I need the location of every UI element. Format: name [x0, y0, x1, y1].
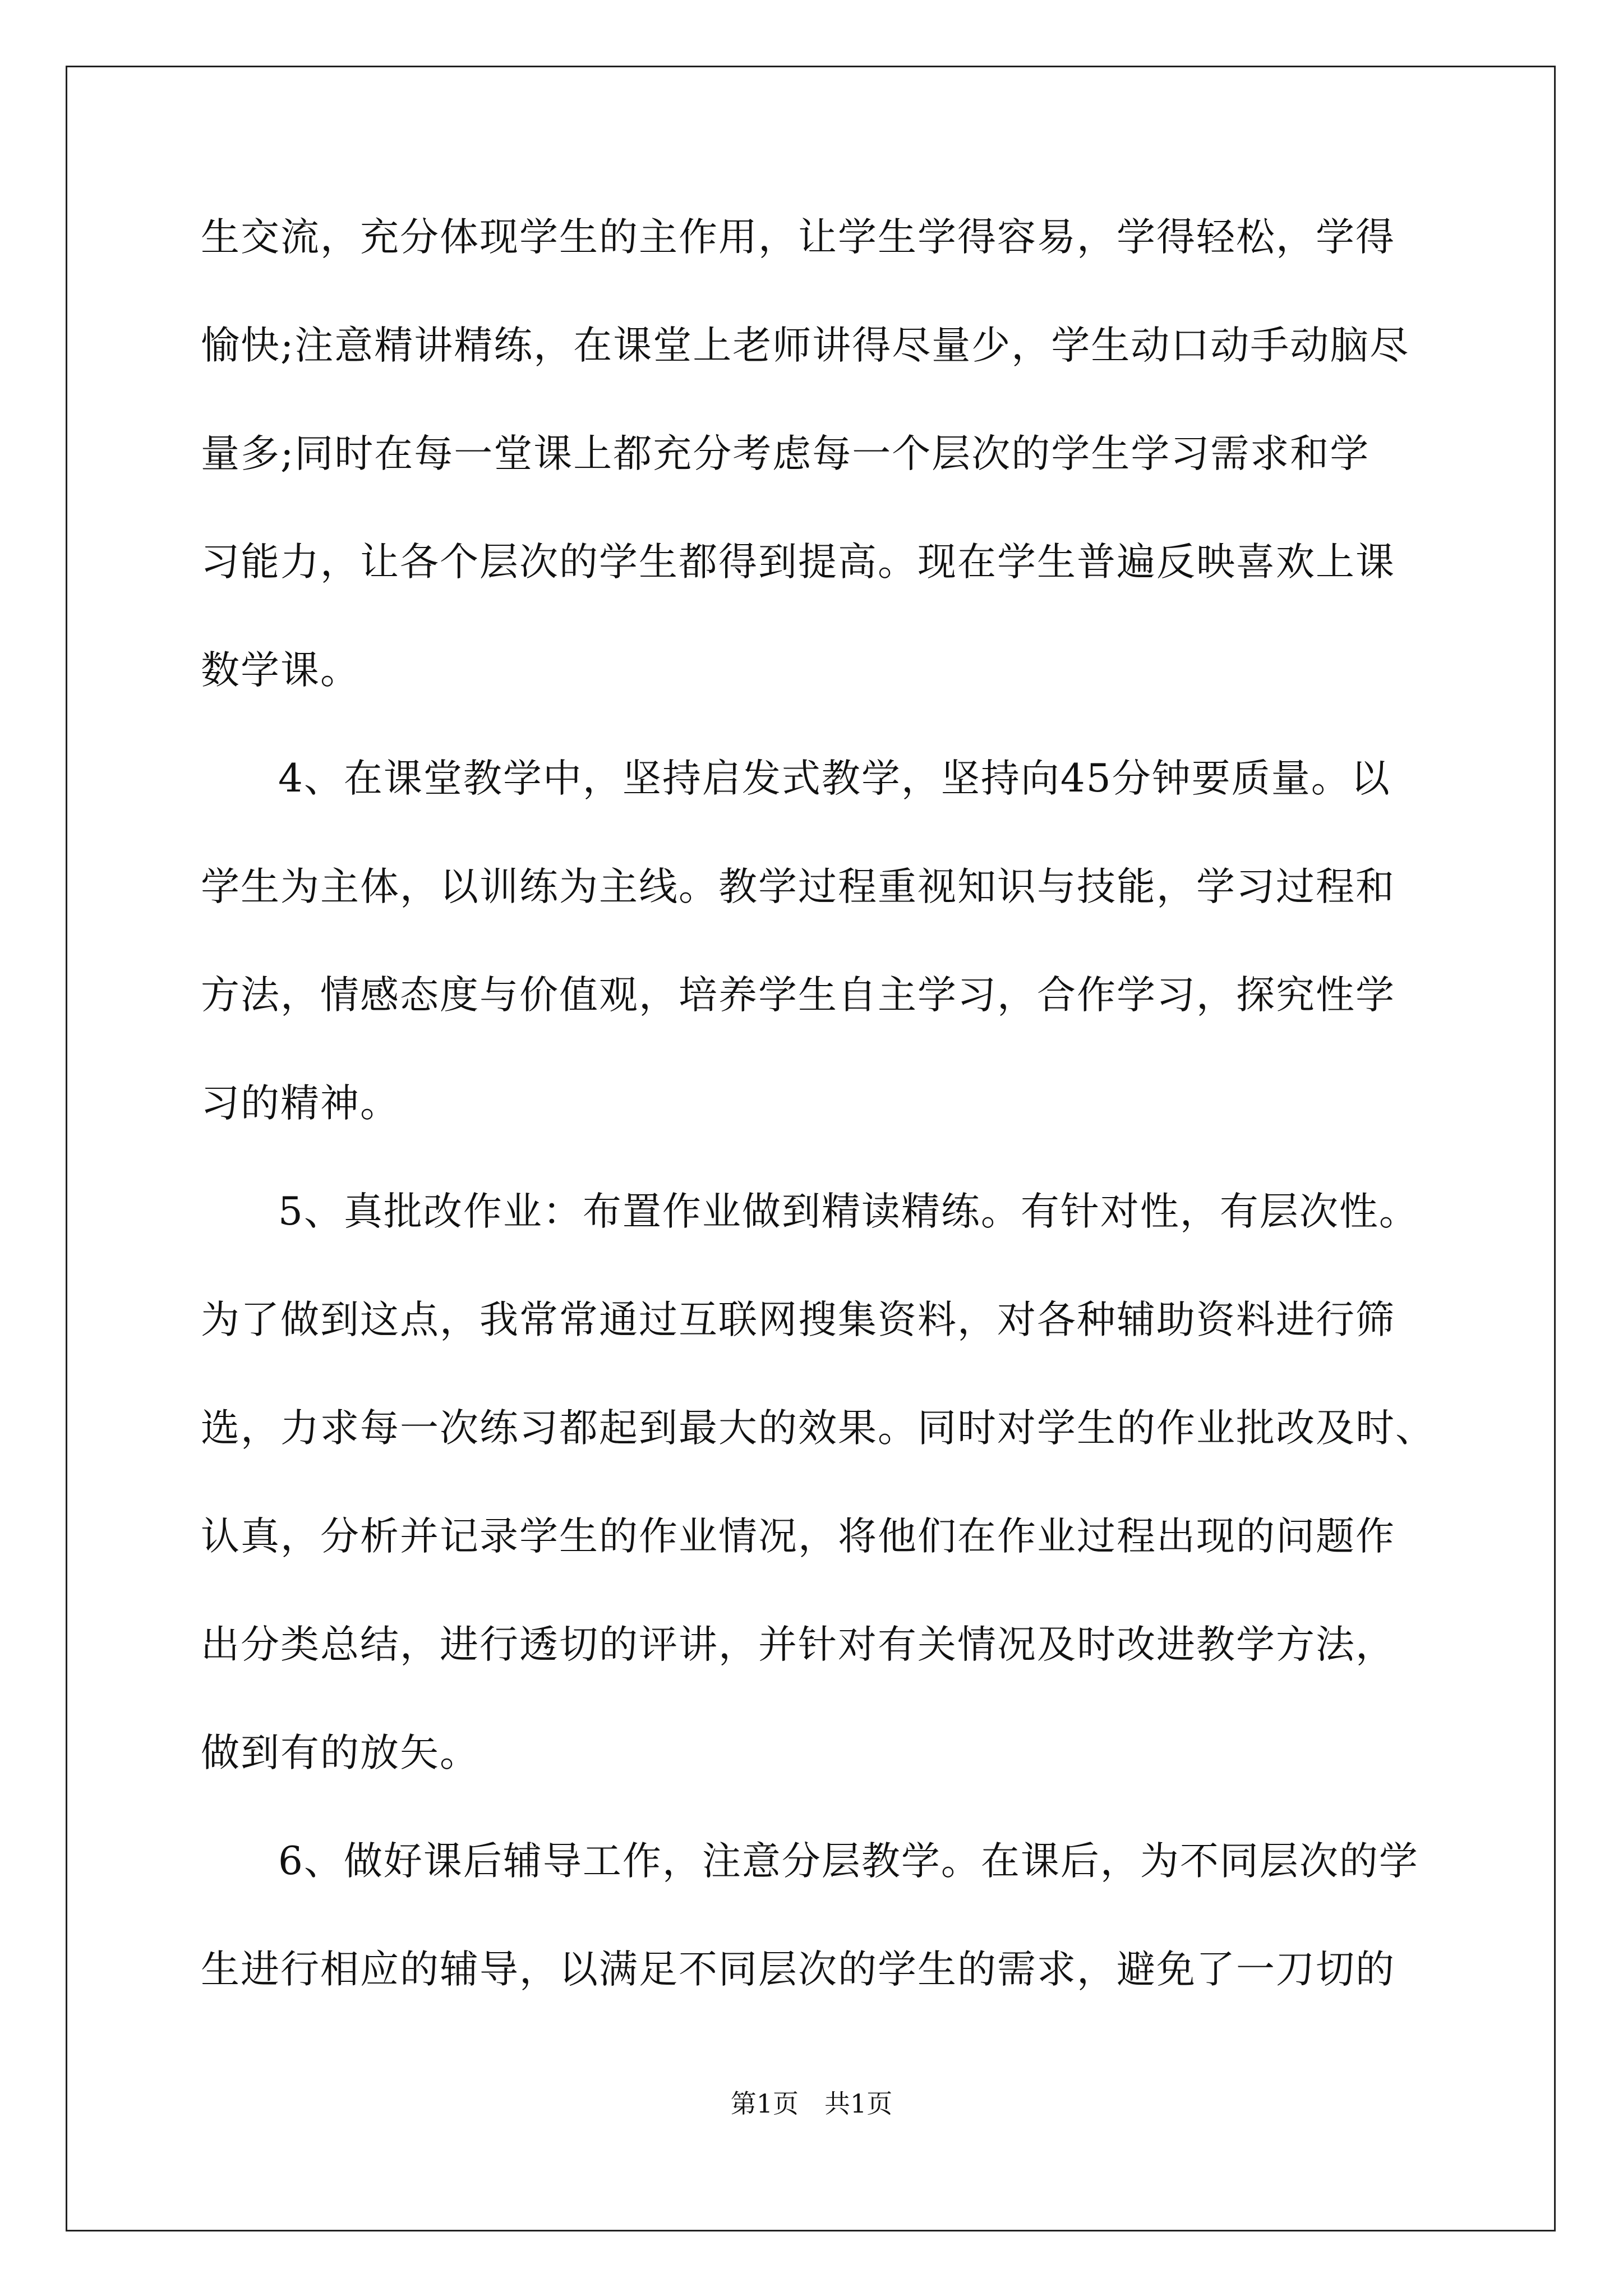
- text-line: 生交流，充分体现学生的主作用，让学生学得容易，学得轻松，学得: [201, 215, 1395, 260]
- page-footer: 第1页 共1页: [730, 2088, 893, 2119]
- page-border: [66, 66, 1556, 2231]
- paragraph-start-line: 6、做好课后辅导工作，注意分层教学。在课后，为不同层次的学: [278, 1839, 1419, 1884]
- text-line: 认真，分析并记录学生的作业情况，将他们在作业过程出现的问题作: [201, 1514, 1395, 1559]
- paragraph-start-line: 5、真批改作业：布置作业做到精读精练。有针对性，有层次性。: [278, 1189, 1419, 1234]
- text-line: 选，力求每一次练习都起到最大的效果。同时对学生的作业批改及时、: [201, 1406, 1435, 1451]
- text-line: 出分类总结，进行透切的评讲，并针对有关情况及时改进教学方法，: [201, 1622, 1395, 1667]
- text-line: 愉快;注意精讲精练，在课堂上老师讲得尽量少，学生动口动手动脑尽: [201, 323, 1410, 368]
- text-line: 习能力，让各个层次的学生都得到提高。现在学生普遍反映喜欢上课: [201, 540, 1395, 585]
- text-line: 习的精神。: [201, 1081, 400, 1126]
- text-line: 量多;同时在每一堂课上都充分考虑每一个层次的学生学习需求和学: [201, 431, 1370, 476]
- text-line: 数学课。: [201, 648, 360, 693]
- paragraph-start-line: 4、在课堂教学中，坚持启发式教学，坚持向45分钟要质量。以: [278, 756, 1391, 801]
- text-line: 做到有的放矢。: [201, 1731, 479, 1775]
- text-line: 方法，情感态度与价值观，培养学生自主学习，合作学习，探究性学: [201, 973, 1395, 1018]
- text-line: 学生为主体，以训练为主线。教学过程重视知识与技能，学习过程和: [201, 864, 1395, 909]
- text-line: 生进行相应的辅导，以满足不同层次的学生的需求，避免了一刀切的: [201, 1947, 1395, 1992]
- text-line: 为了做到这点，我常常通过互联网搜集资料，对各种辅助资料进行筛: [201, 1297, 1395, 1342]
